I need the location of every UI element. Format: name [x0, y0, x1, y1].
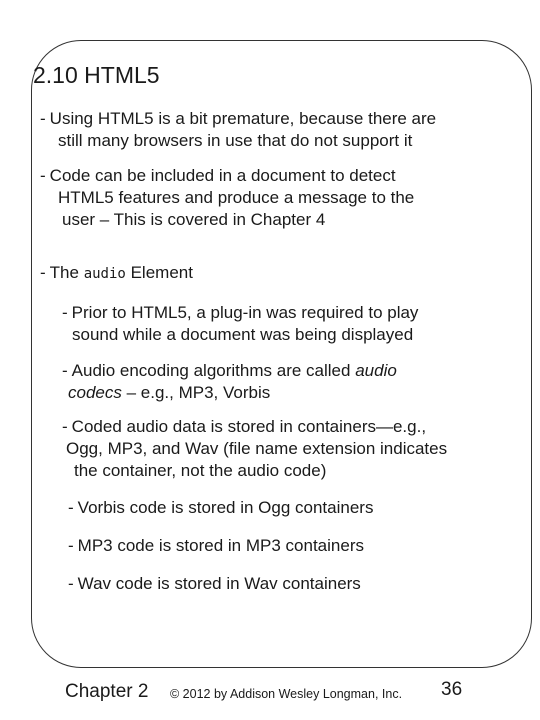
term-audio: audio: [355, 361, 397, 380]
slide-title: 2.10 HTML5: [33, 62, 160, 88]
bullet-vorbis-ogg: [68, 497, 373, 519]
bullet-dash: -: [62, 417, 68, 436]
bullet-text: The: [49, 263, 79, 282]
bullet-text-continued: Ogg, MP3, and Wav (file name extension indicates: [66, 439, 448, 458]
bullet-dash: -: [40, 109, 46, 128]
bullet-text: Vorbis code is stored in Ogg containers: [77, 498, 374, 517]
bullet-text-continued: still many browsers in use that do not support it: [58, 131, 413, 150]
footer-copyright: © 2012 by Addison Wesley Longman, Inc.: [170, 687, 403, 701]
bullet-text: Using HTML5 is a bit premature, because there are: [49, 109, 437, 128]
bullet-text: Coded audio data is stored in containers—e.g.,: [71, 417, 427, 436]
bullet-plugin-required: [62, 302, 418, 346]
bullet-dash: -: [68, 574, 74, 593]
bullet-text: Audio encoding algorithms are called: [71, 361, 351, 380]
bullet-dash: -: [62, 361, 68, 380]
bullet-wav-wav: [68, 573, 361, 595]
bullet-detect-features: [40, 165, 414, 231]
footer-chapter: Chapter 2: [65, 681, 149, 702]
bullet-dash: -: [62, 303, 68, 322]
bullet-text: Prior to HTML5, a plug-in was required to play: [71, 303, 419, 322]
bullet-text-continued: user – This is covered in Chapter 4: [62, 210, 326, 229]
bullet-html5-premature: [40, 108, 436, 152]
bullet-text-continued: – e.g., MP3, Vorbis: [126, 383, 271, 402]
bullet-dash: -: [68, 536, 74, 555]
bullet-audio-codecs: [62, 360, 397, 404]
bullet-dash: -: [68, 498, 74, 517]
bullet-dash: -: [40, 166, 46, 185]
bullet-containers: [62, 416, 447, 482]
bullet-text: Code can be included in a document to detect: [49, 166, 396, 185]
code-audio: audio: [83, 266, 126, 282]
bullet-text: Element: [130, 263, 193, 282]
bullet-text: MP3 code is stored in MP3 containers: [77, 536, 364, 555]
bullet-text-continued: the container, not the audio code): [74, 461, 327, 480]
bullet-text-continued: sound while a document was being displayed: [72, 325, 414, 344]
bullet-dash: -: [40, 263, 46, 282]
bullet-text-continued: HTML5 features and produce a message to the: [58, 188, 415, 207]
page-number: 36: [441, 679, 463, 700]
term-codecs: codecs: [68, 383, 122, 402]
bullet-text: Wav code is stored in Wav containers: [77, 574, 361, 593]
bullet-mp3-mp3: [68, 535, 364, 557]
bullet-audio-element-heading: [40, 262, 193, 285]
